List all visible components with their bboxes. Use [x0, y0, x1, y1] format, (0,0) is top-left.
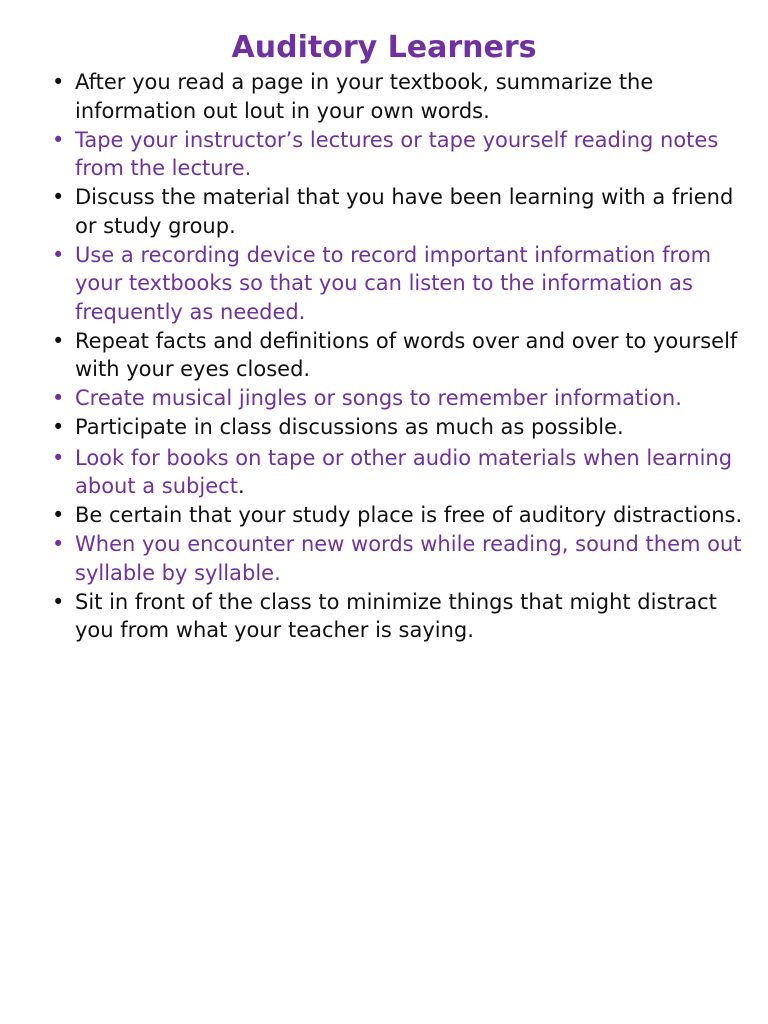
- tip-text: Repeat facts and definitions of words over and over to yourself with your eyes closed.: [75, 328, 738, 381]
- tip-text: Be certain that your study place is free of auditory distractions.: [75, 503, 743, 527]
- list-item: [48, 327, 748, 384]
- tip-text: Participate in class discussions as much as possible.: [75, 415, 624, 439]
- tips-list: [48, 68, 748, 645]
- list-item: [48, 588, 748, 645]
- list-item: [48, 68, 748, 125]
- tip-text: Look for books on tape or other audio materials when learning about a subject: [75, 445, 733, 498]
- bullet-icon: •: [52, 386, 65, 410]
- tip-tail: .: [237, 474, 245, 498]
- tip-text: Create musical jingles or songs to remember information.: [75, 386, 682, 410]
- bullet-icon: •: [52, 185, 65, 209]
- list-item: [48, 444, 748, 501]
- tip-text: Use a recording device to record important information from your textbooks so that you can listen to the information as frequently as needed.: [75, 242, 712, 324]
- list-item: [48, 126, 748, 183]
- bullet-icon: •: [52, 415, 65, 439]
- bullet-icon: •: [52, 589, 65, 614]
- tip-text: Discuss the material that you have been learning with a friend or study group.: [75, 185, 734, 238]
- tip-text: After you read a page in your textbook, summarize the information out lout in your own words.: [75, 70, 654, 123]
- bullet-icon: •: [52, 445, 65, 470]
- list-item: [48, 241, 748, 327]
- list-item: [48, 384, 748, 413]
- tip-text: Sit in front of the class to minimize things that might distract you from what your teacher is saying.: [75, 589, 717, 642]
- tip-text: Tape your instructor’s lectures or tape yourself reading notes from the lecture.: [75, 127, 719, 180]
- list-item: [48, 501, 748, 530]
- bullet-icon: •: [52, 127, 65, 152]
- bullet-icon: •: [52, 70, 65, 94]
- bullet-icon: •: [52, 242, 65, 267]
- bullet-icon: •: [52, 328, 65, 353]
- list-item: [48, 413, 748, 442]
- bullet-icon: •: [52, 532, 65, 556]
- list-item: [48, 530, 748, 587]
- tip-text: When you encounter new words while reading, sound them out syllable by syllable.: [75, 532, 742, 585]
- list-item: [48, 183, 748, 240]
- page-title: Auditory Learners: [231, 30, 537, 65]
- bullet-icon: •: [52, 503, 65, 527]
